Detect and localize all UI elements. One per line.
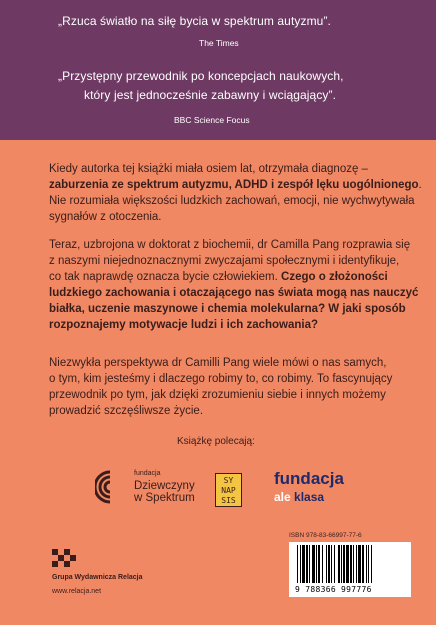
fak-klasa: klasa	[290, 490, 325, 504]
quote-source-times: The Times	[199, 38, 239, 48]
barcode-number: 9 788366 997776	[295, 585, 372, 594]
fundacja-ale-klasa-logo	[274, 470, 344, 506]
fak-line2	[274, 488, 344, 506]
synapsis-line2: NAP	[221, 486, 236, 495]
para2-line5: białka, uczenie maszynowe i chemia molekularna? W jaki sposób	[49, 303, 406, 315]
dziewczyny-w-spektrum-logo	[134, 468, 195, 504]
dws-fundacja: fundacja	[134, 470, 161, 477]
para2-line3-bold: Czego o złożoności	[281, 271, 388, 283]
barcode	[289, 542, 411, 597]
publisher-name: Grupa Wydawnicza Relacja	[52, 574, 143, 581]
dziewczyny-w-spektrum-logo-icon	[95, 470, 125, 504]
para2-line4: ludzkiego zachowania i otaczającego nas świata mogą nas nauczyć	[49, 287, 419, 299]
fak-ale: ale	[274, 490, 291, 504]
para1-line1: Kiedy autorka tej książki miała osiem lat, otrzymała diagnozę –	[49, 163, 368, 175]
isbn-text: ISBN 978-83-66997-77-6	[289, 532, 362, 539]
dws-line1: Dziewczyny	[134, 480, 195, 492]
description-paragraph-2	[49, 237, 419, 333]
para1-line4: sygnałów z otoczenia.	[49, 211, 162, 223]
para2-line2: z naszymi niejednoznacznymi zwyczajami społecznymi i identyfikuje,	[49, 255, 400, 267]
quote-source-bbc: BBC Science Focus	[174, 115, 250, 125]
publisher-url: www.relacja.net	[52, 588, 102, 595]
description-paragraph-3	[49, 355, 409, 419]
quote-bbc-line2: który jest jednocześnie zabawny i wciągający”.	[84, 88, 337, 102]
synapsis-logo	[215, 473, 242, 507]
para1-line3: Nie rozumiała większości ludzkich zachowań, emocji, nie wychwytywała	[49, 195, 415, 207]
barcode-bars-icon	[295, 545, 405, 585]
quote-bbc-line1: „Przystępny przewodnik po koncepcjach naukowych,	[58, 69, 344, 83]
para3-line4: prowadzić szczęśliwsze życie.	[49, 405, 204, 417]
para2-line6: rozpoznajemy motywacje ludzi i ich zachowania?	[49, 319, 319, 331]
para2-line3-start: co tak naprawdę oznacza bycie człowiekiem.	[49, 271, 282, 283]
description-paragraph-1	[49, 161, 422, 225]
synapsis-line3: SIS	[221, 496, 236, 505]
diagnosis-bold: zaburzenia ze spektrum autyzmu, ADHD i zespół lęku uogólnionego	[49, 179, 419, 191]
quote-times: „Rzuca światło na siłę bycia w spektrum autyzmu”.	[58, 14, 331, 28]
para3-line1: Niezwykła perspektywa dr Camilli Pang wiele mówi o nas samych,	[49, 357, 387, 369]
relacja-logo-icon	[52, 549, 78, 569]
para1-line2-end: .	[418, 179, 422, 191]
recommends-label: Książkę polecają:	[177, 436, 255, 447]
quotes-band	[0, 0, 436, 140]
dws-line2: w Spektrum	[134, 492, 195, 504]
para3-line3: przewodnik po tym, jak dzięki zrozumieniu siebie i innych możemy	[49, 389, 386, 401]
fak-line1: fundacja	[274, 469, 344, 488]
para2-line3	[49, 269, 409, 285]
para3-line2: o tym, kim jesteśmy i dlaczego robimy to, co robimy. To fascynujący	[49, 373, 393, 385]
para2-line1: Teraz, uzbrojona w doktorat z biochemii, dr Camilla Pang rozprawia się	[49, 239, 411, 251]
para1-line2	[49, 177, 422, 193]
synapsis-line1: SY	[223, 476, 234, 485]
